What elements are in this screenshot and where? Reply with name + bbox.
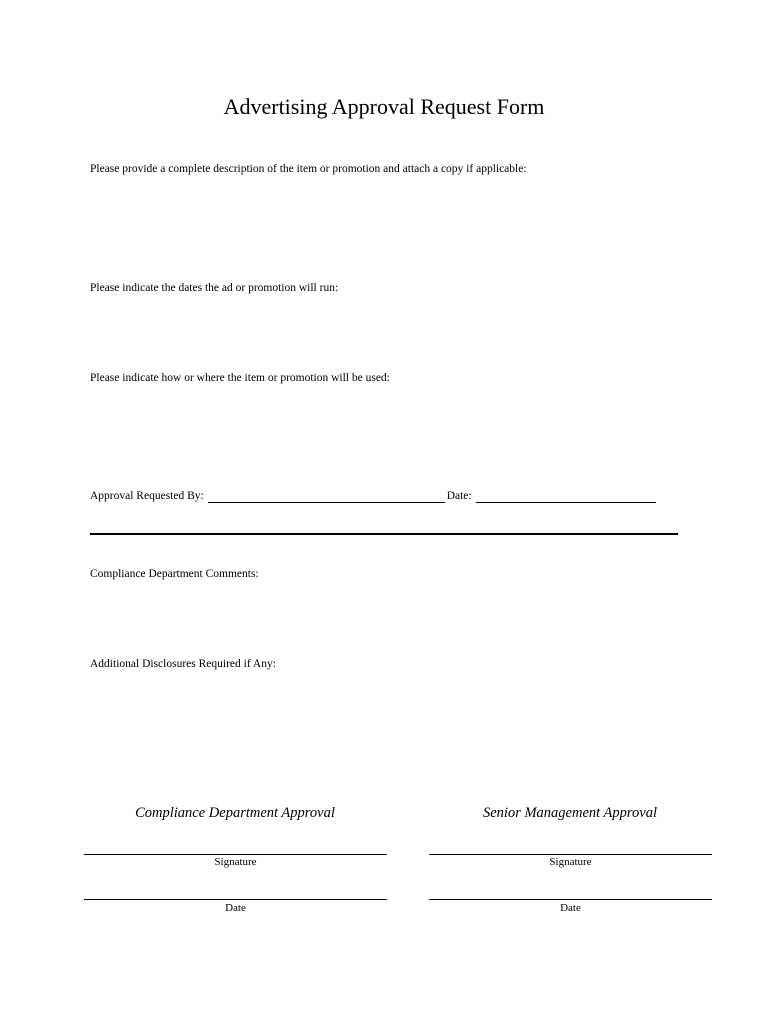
senior-management-approval-heading: Senior Management Approval	[483, 805, 657, 821]
dates-prompt: Please indicate the dates the ad or promotion will run:	[90, 282, 339, 294]
senior-management-signature-caption: Signature	[549, 856, 592, 868]
compliance-signature-line[interactable]	[84, 854, 387, 855]
request-date-label: Date:	[446, 490, 472, 502]
senior-management-date-caption: Date	[560, 902, 581, 914]
section-divider	[90, 533, 678, 535]
form-title: Advertising Approval Request Form	[223, 94, 545, 119]
disclosures-prompt: Additional Disclosures Required if Any:	[90, 658, 276, 670]
description-prompt: Please provide a complete description of the item or promotion and attach a copy if applicable:	[90, 163, 527, 175]
requested-by-label: Approval Requested By:	[90, 490, 204, 502]
compliance-date-caption: Date	[225, 902, 246, 914]
usage-prompt: Please indicate how or where the item or promotion will be used:	[90, 372, 390, 384]
senior-management-signature-line[interactable]	[429, 854, 712, 855]
compliance-date-line[interactable]	[84, 899, 387, 900]
requested-by-field[interactable]	[208, 490, 445, 503]
compliance-signature-caption: Signature	[214, 856, 257, 868]
compliance-approval-heading: Compliance Department Approval	[135, 805, 335, 821]
request-date-field[interactable]	[476, 490, 656, 503]
approval-request-row	[90, 489, 658, 503]
senior-management-date-line[interactable]	[429, 899, 712, 900]
compliance-comments-prompt: Compliance Department Comments:	[90, 568, 259, 580]
